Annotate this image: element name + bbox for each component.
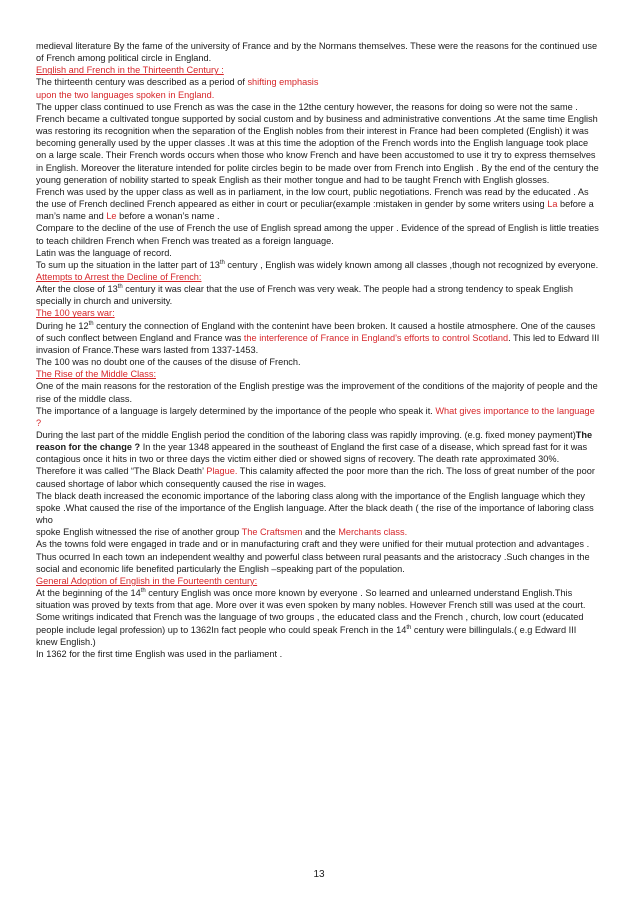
text-run: Attempts to Arrest the Decline of French:: [36, 271, 202, 282]
text-run: and the: [302, 527, 339, 538]
text-run: In the year 1348 appeared in the southeast of England the first case of a disease, which spread fast for it was contagious once it hits in two or three days the victim either died or showed signs of recovery. The death rate approximated 30%. Therefore it was called “The Black Death’: [36, 442, 588, 477]
paragraph: [36, 113, 600, 186]
text-run: This calamity affected the poor more than the rich. The loss of great number of the poor caused shortage of labor which consequently caused the rise in wages.: [36, 466, 595, 489]
superscript: th: [140, 587, 146, 594]
text-run: In 1362 for the first time English was used in the parliament .: [36, 648, 283, 659]
text-run: century were billingulals.( e.g Edward III knew English.): [36, 624, 577, 647]
paragraph: [36, 247, 600, 259]
highlighted-text: La: [547, 199, 558, 210]
text-run: Latin was the language of record.: [36, 247, 172, 258]
text-run: Compare to the decline of the use of French the use of English spread among the upper . Evidence of the spread of English is little treaties to teach children French when French was treated as a foreign language.: [36, 223, 599, 246]
superscript: th: [406, 624, 412, 631]
text-run: century the connection of England with the contenint have been broken. It caused a hostile atmosphere. One of the causes of such conflect between England and France was: [36, 320, 596, 343]
text-run: The importance of a language is largely determined by the importance of the people who speak it.: [36, 405, 436, 416]
text-run: One of the main reasons for the restoration of the English prestige was the improvement of the conditions of the majority of people and the rise of the middle class.: [36, 381, 598, 404]
text-run: To sum up the situation in the latter part of 13: [36, 259, 220, 270]
text-run: The Rise of the Middle Class:: [36, 369, 156, 380]
section-heading: [36, 575, 600, 587]
text-run: At the beginning of the 14: [36, 588, 141, 599]
text-run: century it was clear that the use of French was very weak. The people had a strong tendency to speak English specially in church and university.: [36, 284, 574, 307]
text-run: . This led to Edward III invasion of France.These wars lasted from 1337-1453.: [36, 332, 600, 355]
highlighted-text: Plague.: [206, 466, 238, 477]
bold-text: The reason for the change ?: [36, 430, 593, 453]
paragraph: [36, 538, 600, 550]
section-heading: [36, 307, 600, 319]
highlighted-text: The Craftsmen: [241, 527, 303, 538]
section-heading: [36, 271, 600, 283]
paragraph: [36, 551, 600, 575]
paragraph: [36, 89, 600, 101]
text-run: During the last part of the middle English period the condition of the laboring class was rapidly improving. (e.g. fixed money payment): [36, 430, 576, 440]
superscript: th: [117, 284, 123, 291]
paragraph: [36, 380, 600, 404]
highlighted-text: Merchants class.: [338, 527, 408, 538]
section-heading: [36, 368, 600, 380]
paragraph: [36, 186, 600, 222]
paragraph: [36, 526, 600, 538]
paragraph: [36, 222, 600, 246]
text-run: General Adoption of English in the Fourteenth century:: [36, 575, 258, 586]
paragraph: [36, 429, 600, 490]
text-run: The upper class continued to use French as was the case in the 12the century however, the reasons for doing so were not the same .: [36, 101, 578, 112]
text-run: The 100 years war:: [36, 308, 115, 319]
paragraph: [36, 356, 600, 368]
text-run: before a wonan’s name .: [116, 211, 220, 222]
paragraph: [36, 259, 600, 271]
text-run: After the close of 13: [36, 284, 118, 295]
text-run: English and French in the Thirteenth Century :: [36, 65, 224, 76]
text-run: The black death increased the economic importance of the laboring class along with the importance of the English language which they spoke .What caused the rise of the importance of the English language. After the black death ( the rise of the importance of laboring class who: [36, 490, 594, 526]
highlighted-text: upon the two languages spoken in England.: [36, 89, 215, 100]
text-run: French was used by the upper class as well as in parliament, in the low court, public negotiations. French was read by the educated . As the use of French declined French appeared as either in court or peculiar(example :mistaken in gender by some writers using: [36, 186, 589, 210]
page-number: 13: [313, 869, 325, 880]
text-run: before a man’s name and: [36, 199, 594, 222]
paragraph: [36, 405, 600, 429]
superscript: th: [219, 259, 225, 266]
text-run: French became a cultivated tongue supported by social custom and by business and administrative conventions .At the same time English was restoring its recognition when the separation of the English nobles from their interest in France had been completed (English) it was becoming generally used by the upper classes .It was at this time the adoption of the French words into the English language took place on a large scale. Their French words occurs when those who know French and have been accustomed to use it try to express themselves in English. Moreover the literature intended for polite circles begin to be made over from French into English . By the end of the century the young generation of nobility started to speak English as their mother tongue and had to be taught French with English glosses.: [36, 113, 599, 185]
paragraph: [36, 587, 600, 648]
text-run: During he 12: [36, 320, 89, 331]
highlighted-text: Le: [106, 211, 117, 222]
highlighted-text: shifting emphasis: [247, 77, 319, 88]
document-body: [36, 40, 600, 660]
superscript: th: [88, 320, 94, 327]
highlighted-text: the interference of France in England’s efforts to control Scotland: [243, 332, 509, 343]
paragraph: [36, 490, 600, 526]
text-run: Thus ocurred In each town an independent wealthy and powerful class between rural peasants and the aristocracy .Such changes in the social and economic life benefited particularly the English –speaking part of the population.: [36, 551, 590, 574]
text-run: spoke English witnessed the rise of another group: [36, 527, 242, 538]
text-run: century , English was widely known among all classes ,though not recognized by everyone.: [224, 259, 599, 270]
paragraph: [36, 101, 600, 113]
paragraph: [36, 40, 600, 64]
text-run: As the towns fold were engaged in trade and or in manufacturing craft and they were unified for their mutual protection and advantages .: [36, 539, 590, 550]
text-run: medieval literature By the fame of the university of France and by the Normans themselves. These were the reasons for the continued use of French among political circle in England.: [36, 41, 598, 64]
paragraph: [36, 76, 600, 88]
text-run: The thirteenth century was described as a period of: [36, 77, 248, 88]
paragraph: [36, 320, 600, 356]
text-run: century English was once more known by everyone . So learned and unlearned understand English.This situation was proved by texts from that age. More over it was even spoken by many nobles. However French still was used at the court. Some writings indicated that French was the language of two groups , the educated class and the French , church, low court (educated people include legal profession) up to 1362In fact people who could speak French in the 14: [36, 588, 586, 635]
paragraph: [36, 283, 600, 307]
highlighted-text: What gives importance to the language ?: [36, 405, 595, 428]
paragraph: [36, 648, 600, 660]
section-heading: [36, 64, 600, 76]
text-run: The 100 was no doubt one of the causes of the disuse of French.: [36, 357, 301, 368]
